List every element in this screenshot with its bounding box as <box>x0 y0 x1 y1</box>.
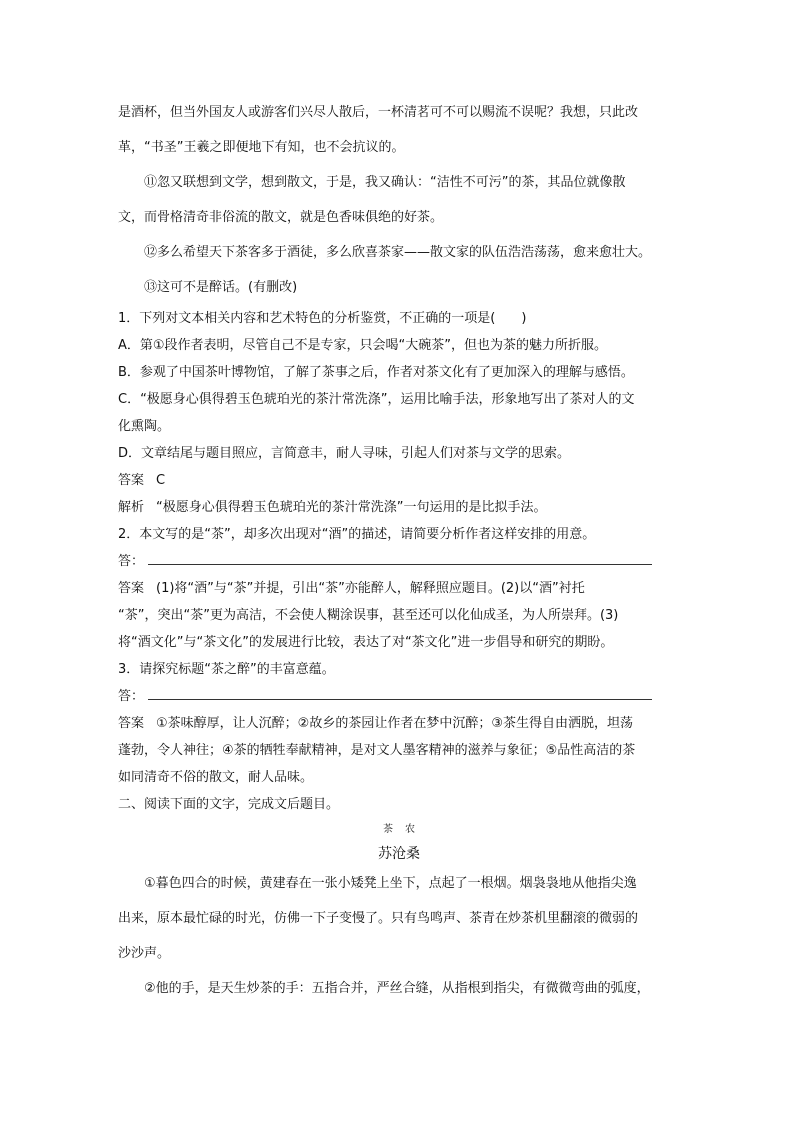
answer-text-line: 蓬勃，令人神往；④茶的牺牲奉献精神，是对文人墨客精神的滋养与象征；⑤品性高洁的茶 <box>118 743 636 758</box>
question-1-answer <box>118 467 680 494</box>
answer-text-line: 如同清奇不俗的散文，耐人品味。 <box>118 770 314 785</box>
article-title: 茶农 <box>383 824 427 835</box>
answer-blank-line[interactable] <box>148 685 652 700</box>
option-d: D．文章结尾与题目照应，言简意丰，耐人寻味，引起人们对茶与文学的思索。 <box>118 446 571 461</box>
passage-line: 文，而骨格清奇非俗流的散文，就是色香味俱绝的好茶。 <box>118 210 444 225</box>
option-c-cont: 化熏陶。 <box>118 419 171 434</box>
question-2-blank <box>118 548 680 575</box>
blank-label: 答： <box>118 554 145 569</box>
article-line: 出来，原本最忙碌的时光，仿佛一下子变慢了。只有鸟鸣声、茶青在炒茶机里翻滚的微弱的 <box>118 911 639 926</box>
option-c: C．“极愿身心俱得碧玉色琥珀光的茶汁常洗涤”，运用比喻手法，形象地写出了茶对人的文 <box>118 392 635 407</box>
article-paragraph-1: ①暮色四合的时候，黄建春在一张小矮凳上坐下，点起了一根烟。烟袅袅地从他指尖逸 <box>144 876 637 891</box>
analysis-label: 解析 <box>118 500 145 515</box>
answer-label: 答案 <box>118 581 145 596</box>
answer-label: 答案 <box>118 716 145 731</box>
blank-label: 答： <box>118 689 145 704</box>
section-heading: 二、阅读下面的文字，完成文后题目。 <box>118 797 340 812</box>
article-author: 苏沧桑 <box>378 846 420 862</box>
question-1-analysis <box>118 494 680 521</box>
option-b: B．参观了中国茶叶博物馆，了解了茶事之后，作者对茶文化有了更加深入的理解与感悟。 <box>118 365 634 380</box>
passage-paragraph-12: ⑫多么希望天下茶客多于酒徒，多么欣喜茶家——散文家的队伍浩浩荡荡，愈来愈壮大。 <box>144 245 652 260</box>
question-1-stem: 1．下列对文本相关内容和艺术特色的分析鉴赏，不正确的一项是( ) <box>118 311 527 326</box>
passage-line: 是酒杯，但当外国友人或游客们兴尽人散后，一杯清茗可不可以赐流不误呢？我想，只此改 <box>118 105 639 120</box>
question-3-answer <box>118 710 680 737</box>
answer-text-line: “茶”，突出“茶”更为高洁，不会使人糊涂误事，甚至还可以化仙成圣，为人所崇拜。(3) <box>118 608 619 623</box>
passage-line: 革，“书圣”王羲之即便地下有知，也不会抗议的。 <box>118 140 405 155</box>
page-content <box>118 95 680 1006</box>
answer-blank-line[interactable] <box>148 550 652 565</box>
question-2-answer <box>118 575 680 602</box>
question-3-stem: 3．请探究标题“茶之醉”的丰富意蕴。 <box>118 662 335 677</box>
question-3-blank <box>118 683 680 710</box>
option-a: A．第①段作者表明，尽管自己不是专家，只会喝“大碗茶”，但也为茶的魅力所折服。 <box>118 338 608 353</box>
article-paragraph-2: ②他的手，是天生炒茶的手：五指合并，严丝合缝，从指根到指尖，有微微弯曲的弧度， <box>144 981 650 996</box>
passage-paragraph-11: ⑪忽又联想到文学，想到散文，于是，我又确认：“洁性不可污”的茶，其品位就像散 <box>144 175 626 190</box>
question-2-stem: 2．本文写的是“茶”，却多次出现对“酒”的描述，请简要分析作者这样安排的用意。 <box>118 527 596 542</box>
passage-paragraph-13: ⑬这可不是醉话。(有删改) <box>144 280 298 295</box>
answer-label: 答案 <box>118 473 145 488</box>
answer-value: C <box>156 473 166 488</box>
analysis-text: “极愿身心俱得碧玉色琥珀光的茶汁常洗涤”一句运用的是比拟手法。 <box>156 500 547 515</box>
article-line: 沙沙声。 <box>118 946 171 961</box>
answer-text: (1)将“酒”与“茶”并提，引出“茶”亦能醉人，解释照应题目。(2)以“酒”衬托 <box>156 581 585 596</box>
answer-text: ①茶味醇厚，让人沉醉；②故乡的茶园让作者在梦中沉醉；③茶生得自由洒脱，坦荡 <box>156 716 633 731</box>
answer-text-line: 将“酒文化”与“茶文化”的发展进行比较，表达了对“茶文化”进一步倡导和研究的期盼。 <box>118 635 614 650</box>
